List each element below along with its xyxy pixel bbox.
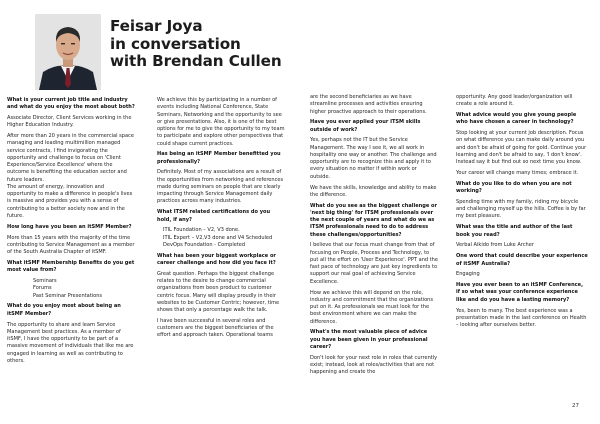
interview-question: Have you ever been to an itSMF Conference, if so what was your conference experience like and do you have a lasting memory? xyxy=(456,282,584,303)
interview-question: What is your current job title and industry and what do you enjoy the most about both? xyxy=(7,97,135,111)
interview-answer: The opportunity to share and learn Service Management best practices. As a member of itSMF, I have the opportunity to be part of a massive movement of individuals that like me are engaged in learning as well as contributing to others. xyxy=(7,321,134,364)
interview-question: What has been your biggest workplace or career challenge and how did you face it? xyxy=(157,252,276,266)
portrait-photo xyxy=(35,14,101,90)
text-column-1 xyxy=(7,97,135,369)
text-column-2 xyxy=(157,97,285,343)
interview-answer: Yes, been to many. The best experience was a presentation made in the last conference on Health – looking after ourselves better. xyxy=(456,307,587,329)
interview-answer: I have been successful in several roles and customers are the biggest beneficiaries of the effort and approach taken. Operational teams xyxy=(157,317,274,339)
interview-answer: We have the skills, knowledge and ability to make the difference. xyxy=(310,184,437,198)
interview-answer: Great question. Perhaps the biggest challenge relates to the desire to change commercial organizations from been product to customer centric focus. Many will display proudly in their websites to be Customer Centric; however, time shows that only a percentage walk the talk. xyxy=(157,270,280,314)
title-line-3: with Brendan Cullen xyxy=(110,52,282,70)
interview-answer: Don't look for your next role in roles that currently exist; instead, look at roles/activities that are not happening and create the xyxy=(310,354,438,376)
list-item: ITIL Expert – V2,V3 done and V4 Scheduled xyxy=(163,234,273,241)
interview-question: What do you like to do when you are not working? xyxy=(456,180,572,195)
interview-answer: How we achieve this will depend on the role, industry and commitment that the organizations put on it. As professionals we must look for the best environment where we can make the difference. xyxy=(310,289,434,325)
text-column-3 xyxy=(310,94,438,380)
interview-answer: Stop looking at your current job description. Focus on what difference you can make daily around you and don't be afraid of going for gold. Continue your learning and don't be afraid to say, 'I don't know'. Instead say it but find out so next time you know. xyxy=(456,130,587,166)
page-number: 27 xyxy=(572,403,579,409)
interview-answer: Associate Director, Client Services working in the Higher Education Industry. xyxy=(7,115,132,129)
list-item: Seminars xyxy=(33,278,57,285)
interview-answer: We achieve this by participating in a number of events including National Conference, State Seminars, Networking and the opportunity to see or give presentations. Also, it is one of the best options for me to give the opportunity to my team to participate and explore other perspectives that could shape current practices. xyxy=(157,97,285,147)
interview-answer: After more than 20 years in the commercial space managing and leading multimillion managed service contracts, I find invigorating the opportunity and challenge to focus on 'Client Experience/Service Excellence' where the outcome is benefiting the education sector and future leaders. The amount of energy, innovation and opportunity to make a difference in people's lives is massive and provides you with a sense of contributing to a better society now and in the future. xyxy=(7,133,134,219)
interview-answer: are the second beneficiaries as we have streamline processes and activities ensuring higher proactive approach to their operations. xyxy=(310,94,427,115)
list-item: Forums xyxy=(33,285,52,292)
interview-answer: opportunity. Any good leader/organization will create a role around it. xyxy=(456,94,573,108)
interview-question: One word that could describe your experience of itSMF Australia? xyxy=(456,253,588,267)
interview-answer: Definitely. Most of my associations are a result of the opportunities from networking and references made during seminars on people that are clearly impacting through Service Management daily practices across many industries. xyxy=(157,169,284,205)
list-item: ITIL Foundation – V2, V3 done. xyxy=(163,227,240,234)
article-title xyxy=(110,18,282,71)
interview-answer: Yes, perhaps not the IT but the Service Management. The way I see it, we all work in hospitality one way or another. The challenge and opportunity are to recognize this and apply it to every situation no matter if within work or outside. xyxy=(310,137,437,180)
text-column-4 xyxy=(456,94,588,333)
title-line-1: Feisar Joya xyxy=(110,17,203,35)
interview-question: What's the most valuable piece of advice you have been given in your professional career? xyxy=(310,329,428,350)
interview-question: What advice would you give young people who have chosen a career in technology? xyxy=(456,112,577,126)
interview-question: What was the title and author of the last book you read? xyxy=(456,224,573,238)
interview-answer: Verbal Aikido from Luke Archer xyxy=(456,242,534,249)
interview-question: What ITSM related certifications do you hold, if any? xyxy=(157,209,271,223)
interview-answer: More than 15 years with the majority of the time contributing to Service Management as a member of the South Australia Chapter of itSMF. xyxy=(7,234,135,256)
interview-answer: Engaging xyxy=(456,271,480,278)
interview-question: Has being an itSMF Member benefitted you professionally? xyxy=(157,151,281,165)
interview-question: What itSMF Membership Benefits do you get most value from? xyxy=(7,259,135,274)
interview-question: Have you ever applied your ITSM skills outside of work? xyxy=(310,119,421,133)
interview-answer: Your career will change many times; embrace it. xyxy=(456,170,579,177)
title-line-2: in conversation xyxy=(110,34,241,53)
interview-answer: I believe that our focus must change from that of focusing on People, Process and Technology, to put all the effort on 'User Experience'. PPT and the fast pace of technology are just key ingredients to support our real goal of achieving Service Excellence. xyxy=(310,242,438,285)
list-item: DevOps Foundation - Completed xyxy=(163,241,246,248)
interview-question: How long have you been an itSMF Member? xyxy=(7,223,132,230)
interview-answer: Spending time with my family, riding my bicycle and challenging myself up the hills. Coffee is by far my best pleasure. xyxy=(456,198,586,220)
interview-question: What do you see as the biggest challenge or 'next big thing' for ITSM professionals over the next couple of years and what do we as ITSM professionals need to do to address these challenges/opportunities? xyxy=(310,202,438,238)
article-header xyxy=(0,0,338,93)
interview-question: What do you enjoy most about being an itSMF Member? xyxy=(7,303,121,317)
list-item: Past Seminar Presentations xyxy=(33,292,103,299)
